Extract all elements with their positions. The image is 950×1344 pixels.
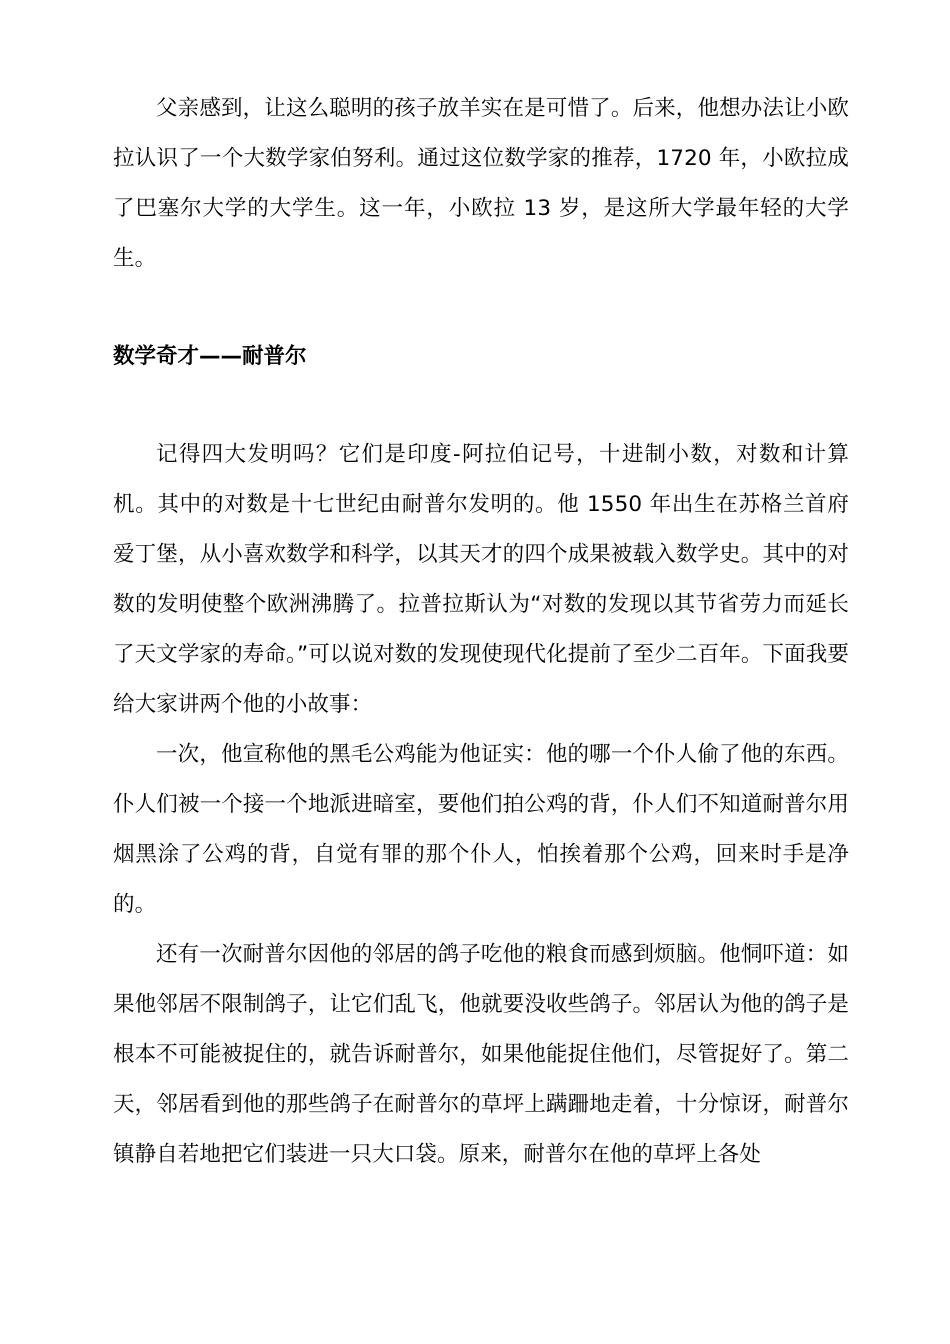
- paragraph-logarithm: 记得四大发明吗？它们是印度-阿拉伯记号，十进制小数，对数和计算机。其中的对数是十七世纪由耐普尔发明的。他 1550 年出生在苏格兰首府爱丁堡，从小喜欢数学和科学，以其天才的四个成果被载入数学史。其中的对数的发明使整个欧洲沸腾了。拉普拉斯认为“对数的发现以其节省劳力而延长了天文学家的寿命。”可以说对数的发现使现代化提前了至少二百年。下面我要给大家讲两个他的小故事：: [113, 442, 849, 717]
- spacer: [113, 382, 849, 430]
- document-page: [113, 84, 849, 1180]
- spacer: [113, 284, 849, 332]
- paragraph-rooster-story: 一次，他宣称他的黑毛公鸡能为他证实：他的哪一个仆人偷了他的东西。仆人们被一个接一个地派进暗室，要他们拍公鸡的背，仆人们不知道耐普尔用烟黑涂了公鸡的背，自觉有罪的那个仆人，怕挨着那个公鸡，回来时手是净的。: [113, 742, 849, 917]
- section-heading: 数学奇才——耐普尔: [113, 344, 307, 369]
- paragraph-pigeon-story: 还有一次耐普尔因他的邻居的鸽子吃他的粮食而感到烦脑。他恫吓道：如果他邻居不限制鸽子，让它们乱飞，他就要没收些鸽子。邻居认为他的鸽子是根本不可能被捉住的，就告诉耐普尔，如果他能捉住他们，尽管捉好了。第二天，邻居看到他的那些鸽子在耐普尔的草坪上蹒跚地走着，十分惊讶，耐普尔镇静自若地把它们装进一只大口袋。原来，耐普尔在他的草坪上各处: [113, 942, 849, 1167]
- paragraph-euler: 父亲感到，让这么聪明的孩子放羊实在是可惜了。后来，他想办法让小欧拉认识了一个大数学家伯努利。通过这位数学家的推荐，1720 年，小欧拉成了巴塞尔大学的大学生。这一年，小欧拉 13 岁，是这所大学最年轻的大学生。: [113, 96, 849, 271]
